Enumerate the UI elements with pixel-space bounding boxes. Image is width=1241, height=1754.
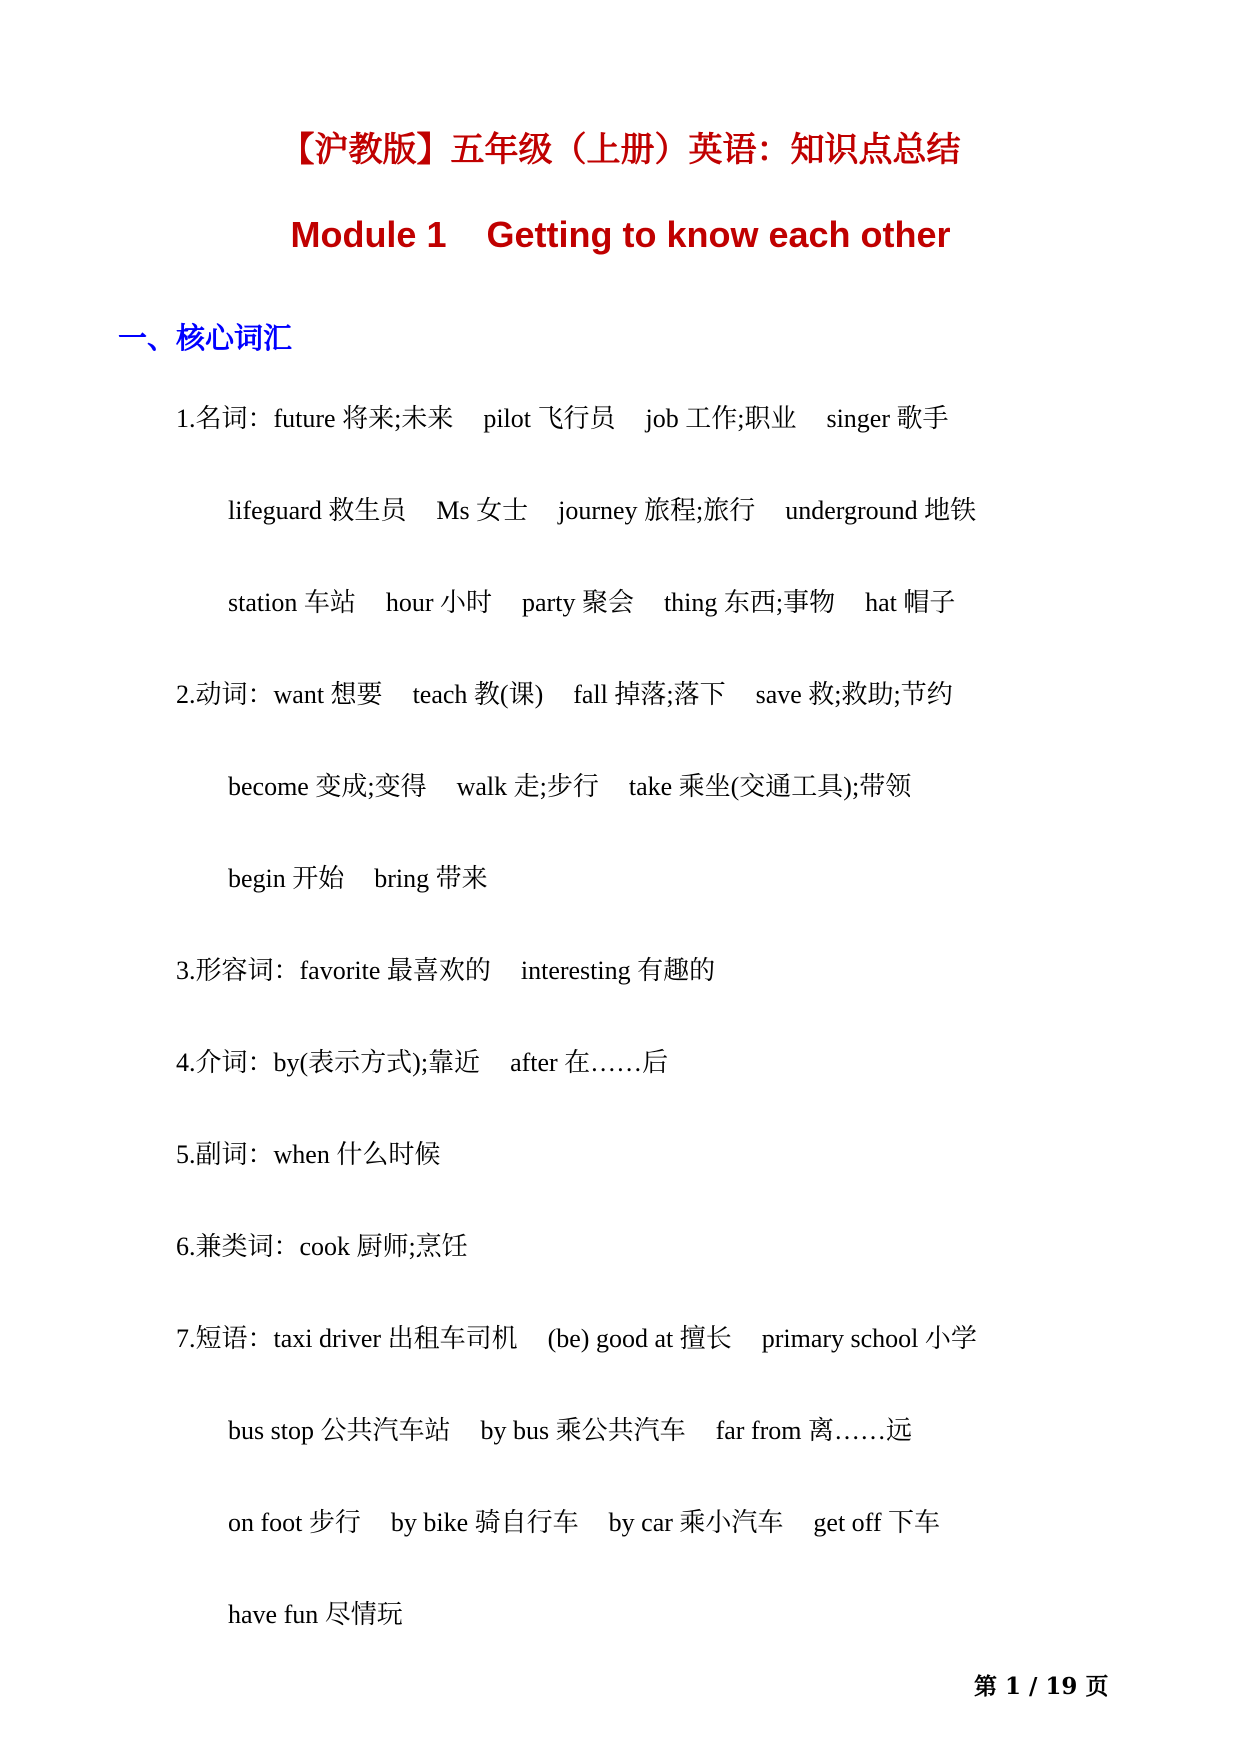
vocab-entry: favorite 最喜欢的 — [299, 956, 491, 985]
vocab-entry: take 乘坐(交通工具);带领 — [628, 772, 912, 801]
vocab-entry: party 聚会 — [522, 588, 634, 617]
vocab-entry: have fun 尽情玩 — [228, 1600, 403, 1629]
vocab-entry: by(表示方式);靠近 — [273, 1048, 481, 1077]
vocab-category-label: 3.形容词： — [176, 956, 300, 985]
vocab-entry: future 将来;未来 — [273, 404, 454, 433]
page-number: 第 1 / 19 页 — [974, 1673, 1109, 1700]
vocab-entry: bring 带来 — [374, 864, 488, 893]
vocab-continuation-line — [228, 494, 976, 528]
vocab-entry: far from 离……远 — [715, 1416, 912, 1445]
vocab-category-line — [176, 1230, 468, 1264]
vocab-entry: hour 小时 — [385, 588, 493, 617]
vocab-entry: underground 地铁 — [785, 496, 977, 525]
vocab-entry: cook 厨师;烹饪 — [299, 1232, 468, 1261]
section-heading-core-vocabulary: 一、核心词汇 — [118, 321, 293, 355]
vocab-category-label: 5.副词： — [176, 1140, 274, 1169]
vocab-category-line — [176, 954, 715, 988]
vocab-entry: Ms 女士 — [436, 496, 529, 525]
vocab-entry: when 什么时候 — [273, 1140, 441, 1169]
vocab-category-line — [176, 1138, 440, 1172]
vocab-entry: (be) good at 擅长 — [547, 1324, 732, 1353]
vocab-category-label: 4.介词： — [176, 1048, 274, 1077]
vocab-entry: journey 旅程;旅行 — [558, 496, 756, 525]
vocab-entry: thing 东西;事物 — [663, 588, 836, 617]
vocab-entry: fall 掉落;落下 — [573, 680, 726, 709]
vocab-entry: get off 下车 — [813, 1508, 941, 1537]
vocab-entry: primary school 小学 — [761, 1324, 977, 1353]
vocab-continuation-line — [228, 586, 955, 620]
vocab-entry: save 救;救助;节约 — [755, 680, 953, 709]
vocab-entry: after 在……后 — [510, 1048, 669, 1077]
vocab-entry: lifeguard 救生员 — [228, 496, 407, 525]
vocab-entry: by bus 乘公共汽车 — [480, 1416, 686, 1445]
vocab-continuation-line — [228, 1598, 403, 1632]
vocab-entry: on foot 步行 — [228, 1508, 361, 1537]
vocab-entry: interesting 有趣的 — [520, 956, 716, 985]
vocab-category-label: 2.动词： — [176, 680, 274, 709]
vocab-continuation-line — [228, 862, 488, 896]
vocab-entry: by bike 骑自行车 — [390, 1508, 579, 1537]
vocab-entry: pilot 飞行员 — [483, 404, 616, 433]
vocab-entry: walk 走;步行 — [456, 772, 599, 801]
vocab-entry: begin 开始 — [228, 864, 345, 893]
vocab-entry: teach 教(课) — [412, 680, 544, 709]
vocab-entry: by car 乘小汽车 — [608, 1508, 784, 1537]
document-title-chinese: 【沪教版】五年级（上册）英语：知识点总结 — [280, 130, 961, 170]
vocab-category-label: 6.兼类词： — [176, 1232, 300, 1261]
vocab-continuation-line — [228, 1506, 940, 1540]
vocab-entry: singer 歌手 — [826, 404, 949, 433]
vocab-continuation-line — [228, 1414, 912, 1448]
vocab-category-line — [176, 678, 953, 712]
vocab-entry: become 变成;变得 — [228, 772, 427, 801]
vocab-category-line — [176, 402, 949, 436]
vocab-category-label: 7.短语： — [176, 1324, 274, 1353]
vocab-category-line — [176, 1046, 668, 1080]
vocab-entry: station 车站 — [228, 588, 356, 617]
vocab-entry: bus stop 公共汽车站 — [228, 1416, 451, 1445]
vocab-entry: taxi driver 出租车司机 — [273, 1324, 518, 1353]
vocab-entry: job 工作;职业 — [645, 404, 797, 433]
vocab-entry: want 想要 — [273, 680, 383, 709]
vocab-continuation-line — [228, 770, 911, 804]
vocab-category-label: 1.名词： — [176, 404, 274, 433]
vocab-entry: hat 帽子 — [865, 588, 956, 617]
vocab-category-line — [176, 1322, 977, 1356]
module-title: Module 1 Getting to know each other — [290, 214, 951, 255]
